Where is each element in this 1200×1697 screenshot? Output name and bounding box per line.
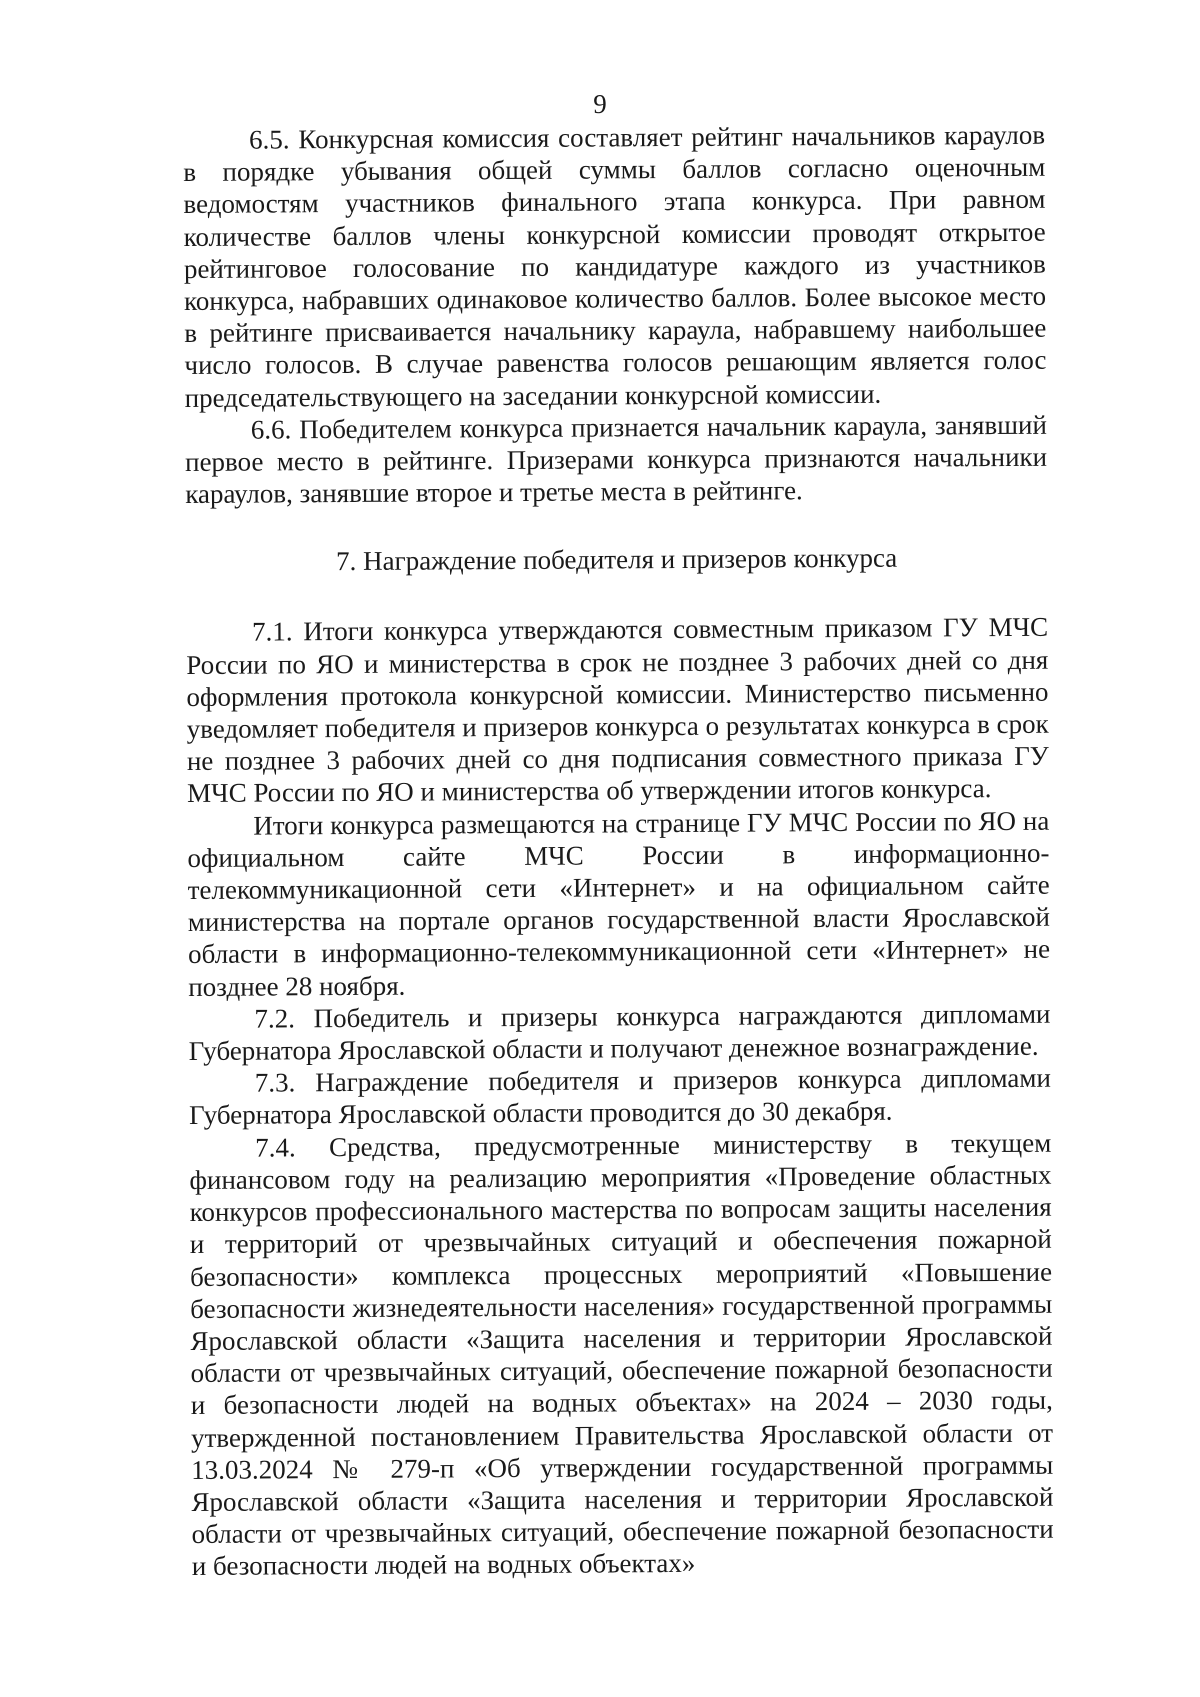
document-body (183, 119, 1054, 1583)
paragraph-6-6: 6.6. Победителем конкурса признается начальник караула, занявший первое место в рейтинге. Призерами конкурса признаются начальники караулов, занявшие второе и третье места в рейтинге. (184, 409, 1048, 510)
paragraph-7-4: 7.4. Средства, предусмотренные министерству в текущем финансовом году на реализацию мероприятия «Проведение областных конкурсов профессионального мастерства по вопросам защиты населения и территорий от чрезвычайных ситуаций и обеспечения пожарной безопасности» комплекса процессных мероприятий «Повышение безопасности жизнедеятельности населения» государственной программы Ярославской области «Защита населения и территории Ярославской области от чрезвычайных ситуаций, обеспечение пожарной безопасности и безопасности людей на водных объектах» на 2024 – 2030 годы, утвержденной постановлением Правительства Ярославской области от 13.03.2024 № 279-п «Об утверждении государственной программы Ярославской области «Защита населения и территории Ярославской области от чрезвычайных ситуаций, обеспечение пожарной безопасности и безопасности людей на водных объектах» (189, 1127, 1054, 1582)
paragraph-6-5: 6.5. Конкурсная комиссия составляет рейтинг начальников караулов в порядке убывания общей суммы баллов согласно оценочным ведомостям участников финального этапа конкурса. При равном количестве баллов члены конкурсной комиссии проводят открытое рейтинговое голосование по кандидатуре каждого из участников конкурса, набравших одинаковое количество баллов. Более высокое место в рейтинге присваивается начальнику караула, набравшему наибольшее число голосов. В случае равенства голосов решающим является голос председательствующего на заседании конкурсной комиссии. (183, 119, 1047, 413)
section-heading: 7. Награждение победителя и призеров конкурса (336, 543, 898, 577)
paragraph-7-1-publication: Итоги конкурса размещаются на странице ГУ МЧС России по ЯО на официальном сайте МЧС России в информационно-телекоммуникационной сети «Интернет» и на официальном сайте министерства на портале органов государственной власти Ярославской области в информационно-телекоммуникационной сети «Интернет» не позднее 28 ноября. (187, 805, 1051, 1002)
paragraph-7-1: 7.1. Итоги конкурса утверждаются совместным приказом ГУ МЧС России по ЯО и министерства в срок не позднее 3 рабочих дней со дня оформления протокола конкурсной комиссии. Министерство письменно уведомляет победителя и призеров конкурса о результатах конкурса в срок не позднее 3 рабочих дней со дня подписания совместного приказа ГУ МЧС России по ЯО и министерства об утверждении итогов конкурса. (186, 612, 1049, 809)
paragraph-7-2: 7.2. Победитель и призеры конкурса награждаются дипломами Губернатора Ярославской области и получают денежное вознаграждение. (188, 998, 1051, 1067)
page-number: 9 (593, 89, 607, 119)
paragraph-7-3: 7.3. Награждение победителя и призеров конкурса дипломами Губернатора Ярославской области проводится до 30 декабря. (188, 1062, 1051, 1131)
